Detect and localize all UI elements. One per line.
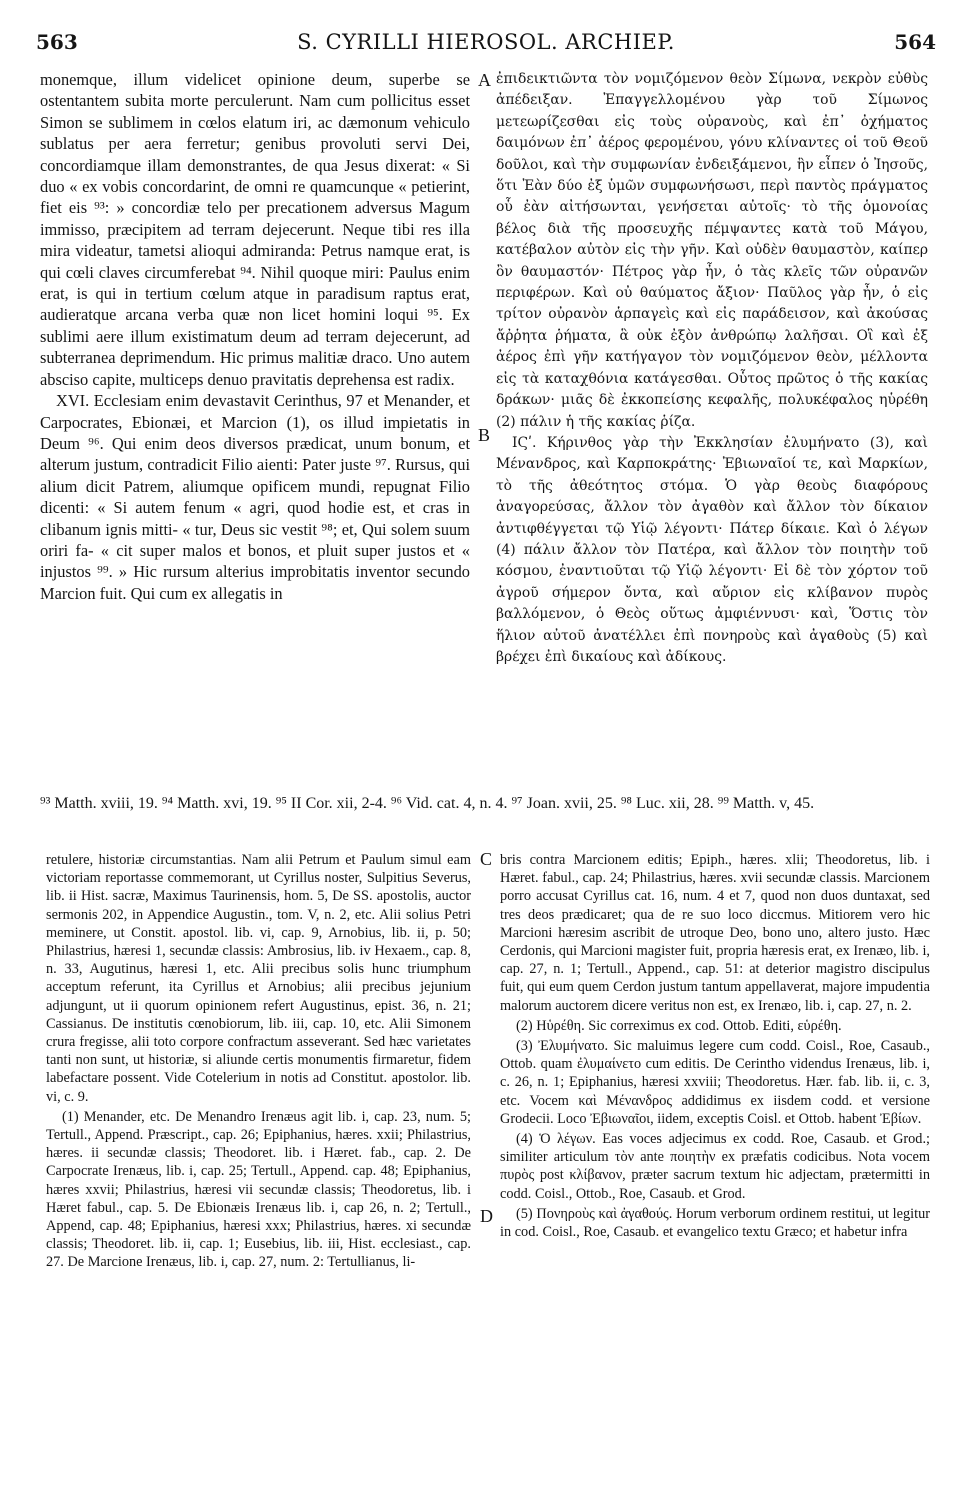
running-title: S. CYRILLI HIEROSOL. ARCHIEP.	[297, 30, 675, 54]
margin-marker-c: C	[480, 849, 493, 869]
page-number-left: 563	[36, 30, 78, 54]
greek-paragraph: ΙϚʹ. Κήρινθος γὰρ τὴν Ἐκκλησίαν ἐλυμήνατο (3), καὶ Μένανδρος, καὶ Καρποκράτης· Ἐβιωναῖοί τε, καὶ Μαρκίων, τὸ τῆς ἀθεότητος στόμα. Ὁ γὰρ θεοὺς διαφόρους ἀναγορεύσας, ἄλλον τὸν ἀγαθὸν καὶ ἄλλον τὸν δίκαιον ἀντιφθέγγεται τῷ Υἱῷ λέγοντι· Πάτερ δίκαιε. Καὶ ὁ λέγων (4) πάλιν ἄλλον τὸν Πατέρα, καὶ ἄλλον τὸν ποιητὴν τοῦ κόσμου, ἐναντιοῦται τῷ Υἱῷ λέγοντι· Εἰ δὲ τὸν χόρτον τοῦ ἀγροῦ σήμερον ὄντα, καὶ αὔριον εἰς κλίβανον πυρὸς βαλλόμενον, ὁ Θεὸς οὕτως ἀμφιέννυσι· καὶ, Ὅστις τὸν ἥλιον αὐτοῦ ἀνατέλλει ἐπὶ πονηροὺς καὶ ἀγαθοὺς (5) καὶ βρέχει ἐπὶ δικαίους καὶ ἀδίκους.	[496, 434, 928, 665]
greek-column	[496, 69, 928, 668]
running-header	[36, 30, 936, 60]
margin-marker-d: D	[480, 1206, 493, 1226]
note-paragraph: bris contra Marcionem editis; Epiph., hæres. xlii; Theodoretus, lib. i Hæret. fabul., cap. 24; Philastrius, hæres. xvii secundæ classis. Marcionem porro accusat Cyrillus cat. 16, num. 4 et 7, quod non duos duntaxat, sed tres deos prædicaret; qua de re suo loco diccmus. Mitiorem vero hic Marcioni hæresim ascribit de utroque Deo, bono uno, altero justo. Hæc Cerdonis, qui Marcioni magister fuit, propria hæresis erat, ex Irenæo, lib. i, cap. 27, n. 1; Tertull., Append., cap. 51: at deterior magistro discipulus fuit, qui eum quem Cerdon justum tantum appellaverat, majore impudentia malorum auctorem dicere veritus non est, ex Irenæo, lib. i, cap. 27, n. 2.	[500, 852, 931, 1014]
latin-paragraph: XVI. Ecclesiam enim devastavit Cerinthus, 97 et Menander, et Carpocrates, Ebionæi, et Marcion (1), os illud impietatis in Deum ⁹⁶. Qui enim deos diversos prædicat, unum bonum, et alterum justum, contradicit Filio aienti: Pater juste ⁹⁷. Rursus, qui alium dicit Patrem, aliumque opificem mundi, repugnat Filio dicenti: « Si autem fenum « agri, quod hodie est, et cras in clibanum ignis mitti- « tur, Deus sic vestit ⁹⁸; et, Qui solem suum oriri fa- « cit super malos et bonos, et pluit super justos et « injustos ⁹⁹. » Hic rursum alterius improbitatis inventor secundo Marcion fuit. Qui cum ex allegatis in	[40, 391, 470, 603]
notes-right-column	[500, 851, 930, 1243]
note-paragraph: (4) Ὁ λέγων. Eas voces adjecimus ex codd. Roe, Casaub. et Grod.; similiter articulum τὸν ante ποιητὴν ex præfatis codicibus. Nota vocem πυρὸς post κλίβανον, præter sacrum textum hic adjectam, prætermitti in codd. Coisl., Ottob., Roe, Casaub. et Grod.	[500, 1131, 930, 1202]
note-paragraph: retulere, historiæ circumstantias. Nam alii Petrum et Paulum simul eam victoriam reportasse commemorant, ut Cyrillus noster, Sulpitius Severus, lib. ii Hist. sacræ, Maximus Taurinensis, hom. 5, De SS. apostolis, auctor sermonis 202, in Appendice Augustin., tom. V, n. 2, etc. Alii solius Petri meminere, ut Constit. apostol. lib. vi, cap. 9, Arnobius, lib. ii, p. 50; Philastrius, hæresi 1, secundæ classis: Ambrosius, lib. iv Hexaem., cap. 8, n. 33, Augutinus, hæresi 1, etc. Alii precibus solis hunc triumphum acceptum referunt, ita Cyrillus et Arnobius; alii precibus jejunium adjungunt, ut ii quorum opinionem refert Augustinus, epist. 36, n. 21; Cassianus. De institutis cœnobiorum, lib. iii, cap. 10, etc. Alii Simonem crura fregisse, alii toto corpore confractum asseverant. Sed hæc varietates tanti non sunt, ut historiæ, si aliunde certis monumentis firmaretur, fidem labefactare possent. Vide Cotelerium in notis ad Constitut. apostolor. lib. vi, c. 9.	[46, 852, 471, 1105]
margin-marker-b: B	[478, 425, 491, 445]
page-number-right: 564	[894, 30, 936, 54]
note-paragraph: (2) Ηὑρέθη. Sic correximus ex cod. Ottob. Editi, εὑρέθη.	[516, 1017, 842, 1034]
notes-left-column	[46, 851, 471, 1274]
scripture-references: ⁹³ Matth. xviii, 19. ⁹⁴ Matth. xvi, 19. ⁹⁵ II Cor. xii, 2-4. ⁹⁶ Vid. cat. 4, n. 4. ⁹⁷ Joan. xvii, 25. ⁹⁸ Luc. xii, 28. ⁹⁹ Matth. v, 45.	[40, 795, 815, 812]
margin-marker-a: A	[478, 70, 491, 90]
greek-paragraph: ἐπιδεικτιῶντα τὸν νομιζόμενον θεὸν Σίμωνα, νεκρὸν εὐθὺς ἀπέδειξαν. Ἐπαγγελλομένου γὰρ τοῦ Σίμωνος μετεωρίζεσθαι εἰς τοὺς οὐρανοὺς, καὶ ἐπ᾽ ὀχήματος δαιμόνων ἐπ᾽ ἀέρος φερομένου, γόνυ κλίναντες οἱ τοῦ Θεοῦ δοῦλοι, καὶ τὴν συμφωνίαν ἐνδειξάμενοι, ἣν εἶπεν ὁ Ἰησοῦς, ὅτι Ἐὰν δύο ἐξ ὑμῶν συμφωνήσωσι, περὶ παντὸς πράγματος οὗ ἐὰν αἰτήσωνται, γενήσεται αὐτοῖς· τὸ τῆς ὁμονοίας βέλος διὰ τῆς προσευχῆς πέμψαντες κατὰ τοῦ Μάγου, κατέβαλον αὐτὸν εἰς τὴν γῆν. Καὶ οὐδὲν θαυμαστὸν, καίπερ ὂν θαυμαστόν· Πέτρος γὰρ ἦν, ὁ τὰς κλεῖς τῶν οὐρανῶν περιφέρων. Καὶ οὐ θαύματος ἄξιον· Παῦλος γὰρ ἦν, ὁ εἰς τρίτον οὐρανὸν ἁρπαγεὶς καὶ εἰς παράδεισον, καὶ ἀκούσας ἄῤῥητα ῥήματα, ἃ οὐκ ἐξὸν ἀνθρώπῳ λαλῆσαι. Οἳ καὶ ἐξ ἀέρος ἐπὶ γῆν κατήγαγον τὸν νομιζόμενον θεὸν, μέλλοντα εἰς τὰ καταχθόνια κατάγεσθαι. Οὗτος πρῶτος ὁ τῆς κακίας δράκων· μιᾶς δὲ ἐκκοπείσης κεφαλῆς, πολυκέφαλος ηὑρέθη (2) πάλιν ἡ τῆς κακίας ῥίζα.	[496, 71, 928, 430]
note-paragraph: (5) Πονηροὺς καὶ ἀγαθούς. Horum verborum ordinem restitui, ut legitur in cod. Coisl., Roe, Casaub. et evangelico textu Græco; et habetur infra	[500, 1205, 930, 1241]
note-paragraph: (1) Menander, etc. De Menandro Irenæus agit lib. i, cap. 23, num. 5; Tertull., Append. Præscript., cap. 26; Epiphanius, hæres. xxii; Philastrius, hæres. ii secundæ classis; Theodoret. lib. i Hæret. fab., cap. 2. De Carpocrate Irenæus, lib. i, cap. 25; Tertull., Append. cap. 48; Epiphanius, hæres xxvii; Philastrius, hæresi vii secundæ classis; Theodoretus, lib. i Hæret fabul., cap. 5. De Ebionæis Irenæus lib. i, cap 26, n. 2; Tertull., Append, cap. 48; Epiphanius, hæresi xxx; Philastrius, hæres. xi secundæ classis; Theodoret. lib. ii, cap. 1; Eusebius, lib. iii, Hist. ecclesiast., cap. 27. De Marcione Irenæus, lib. i, cap. 27, num. 2: Tertullianus, li-	[46, 1108, 471, 1271]
note-paragraph: (3) Ἐλυμήνατο. Sic maluimus legere cum codd. Coisl., Roe, Casaub., Ottob. quam ἐλυμαίνετο cum editis. De Cerintho videndus Irenæus, lib. i, c. 26, n. 1; Epiphanius, hæresi xxviii; Theodoretus. Hær. fab. lib. ii, c. 3, etc. Vocem καὶ Μένανδρος addidimus ex iisdem codd. et versione Grodecii. Loco Ἐβιωναῖοι, iidem, exceptis Coisl. et Ottob. habent Ἐβίων.	[500, 1038, 930, 1127]
latin-column	[40, 69, 470, 604]
latin-paragraph: monemque, illum videlicet opinione deum, superbe se ostentantem subita morte perculerunt. Nam cum pollicitus esset Simon se sublimem in cœlos elatum iri, ac dæmonum vehiculo sublatus per aera ferretur; genibus provoluti servi Dei, concordiamque illam demonstrantes, de qua Jesus dixerat: « Si duo « ex vobis concordarint, de omni re quamcunque « petierint, fiet eis ⁹³: » concordiæ telo per precationem adversus Magum immisso, præcipitem ad terram dejecerunt. Neque tibi res illa mira videatur, tametsi alioqui admiranda: Petrus namque erat, is qui cœli claves circumferebat ⁹⁴. Nihil quoque miri: Paulus enim erat, is qui in tertium cœlum atque in paradisum raptus erat, audieratque arcana verba quæ non licet homini loqui ⁹⁵. Ex sublimi aere illum existimatum deum ad terram dejecerunt, ad subterranea deprimendum. Hic primus malitiæ draco. Uno autem absciso capite, multiceps denuo pravitatis deprehensa est radix.	[40, 70, 470, 389]
